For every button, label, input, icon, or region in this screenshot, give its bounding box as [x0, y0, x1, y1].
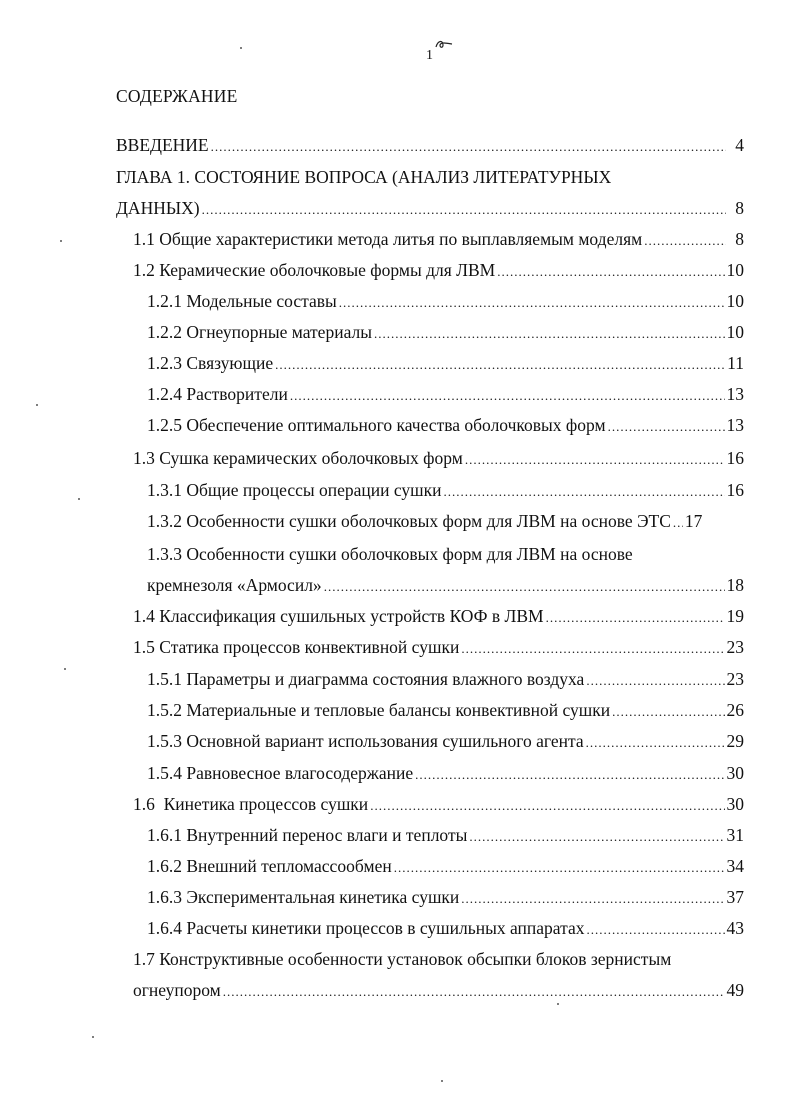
toc-entry-page: 23	[726, 669, 744, 689]
scan-speck	[441, 1080, 443, 1082]
toc-entry-label: 1.3.1 Общие процессы операции сушки	[147, 480, 442, 500]
toc-entry-label: 1.6 Кинетика процессов сушки	[133, 794, 369, 814]
toc-entry-label: 1.5.2 Материальные и тепловые балансы конвективной сушки	[147, 700, 611, 720]
toc-entry	[147, 290, 744, 314]
toc-entry-page: 31	[726, 825, 744, 845]
dot-leader	[497, 261, 724, 283]
toc-entry	[147, 668, 744, 692]
toc-entry	[133, 979, 744, 1003]
toc-entry-page: 23	[726, 637, 744, 657]
dot-leader	[461, 888, 724, 910]
toc-entry	[133, 228, 744, 252]
toc-entry	[147, 510, 744, 534]
toc-entry-page: 16	[726, 480, 744, 500]
toc-entry-label: 1.5 Статика процессов конвективной сушки	[133, 637, 460, 657]
dot-leader	[608, 416, 725, 438]
dot-leader	[444, 481, 725, 503]
toc-entry-label: 1.5.1 Параметры и диаграмма состояния влажного воздуха	[147, 669, 585, 689]
dot-leader	[339, 292, 725, 314]
toc-entry-label: 1.2.1 Модельные составы	[147, 291, 337, 311]
toc-entry-page: 26	[726, 700, 744, 720]
toc-entry	[147, 699, 744, 723]
toc-entry-label: 1.4 Классификация сушильных устройств КОФ в ЛВМ	[133, 606, 544, 626]
toc-entry-page: 8	[735, 198, 744, 218]
toc-entry	[147, 414, 744, 438]
toc-entry-page: 8	[735, 229, 744, 249]
dot-leader	[465, 449, 725, 471]
dot-leader	[461, 638, 724, 660]
dot-leader	[290, 385, 725, 407]
toc-entry-label: 1.6.3 Экспериментальная кинетика сушки	[147, 887, 460, 907]
toc-entry-page: 49	[726, 980, 744, 1000]
dot-leader	[394, 857, 725, 879]
toc-entry-page: 10	[726, 260, 744, 280]
toc-entry-page: 37	[726, 887, 744, 907]
dot-leader	[469, 826, 724, 848]
toc-entry-page: 13	[726, 415, 744, 435]
toc-entry	[116, 197, 744, 221]
toc-entry-label: 1.2.4 Растворители	[147, 384, 288, 404]
toc-title: СОДЕРЖАНИЕ	[116, 86, 238, 106]
toc-entry-label: 1.6.1 Внутренний перенос влаги и теплоты	[147, 825, 468, 845]
toc-entry-label: огнеупором	[133, 980, 221, 1000]
toc-entry-page: 13	[726, 384, 744, 404]
toc-entry-label: 1.5.3 Основной вариант использования сушильного агента	[147, 731, 584, 751]
toc-entry-label-line1: ГЛАВА 1. СОСТОЯНИЕ ВОПРОСА (АНАЛИЗ ЛИТЕРАТУРНЫХ	[116, 167, 612, 187]
toc-entry-page: 10	[726, 322, 744, 342]
dot-leader	[612, 701, 724, 723]
toc-entry-label: 1.3 Сушка керамических оболочковых форм	[133, 448, 463, 468]
toc-entry	[147, 855, 744, 879]
dot-leader	[546, 607, 725, 629]
toc-entry	[133, 605, 744, 629]
toc-entry-page: 10	[726, 291, 744, 311]
scan-speck	[557, 1003, 559, 1005]
toc-entry-label-line1: 1.7 Конструктивные особенности установок обсыпки блоков зернистым	[133, 949, 672, 969]
toc-entry-page: 29	[726, 731, 744, 751]
toc-entry-label-line1: 1.3.3 Особенности сушки оболочковых форм для ЛВМ на основе	[147, 544, 633, 564]
toc-entry-page: 4	[735, 135, 744, 155]
dot-leader	[211, 136, 726, 158]
dot-leader	[586, 670, 724, 692]
scan-speck	[78, 498, 80, 500]
scan-speck	[36, 404, 38, 406]
dot-leader	[223, 981, 725, 1003]
dot-leader	[374, 323, 725, 345]
page-number: 1	[426, 48, 433, 63]
dot-leader	[324, 576, 725, 598]
toc-entry-page: 34	[726, 856, 744, 876]
toc-entry-page: 30	[726, 763, 744, 783]
toc-entry-page: 11	[727, 353, 744, 373]
toc-entry	[147, 730, 744, 754]
toc-entry	[133, 793, 744, 817]
dot-leader	[586, 732, 725, 754]
scan-speck	[240, 47, 242, 49]
toc-entry	[147, 886, 744, 910]
scan-speck	[92, 1036, 94, 1038]
toc-entry	[116, 134, 744, 158]
toc-entry-label: ВВЕДЕНИЕ	[116, 135, 209, 155]
toc-entry	[147, 574, 744, 598]
toc-entry	[147, 383, 744, 407]
toc-entry-page: 30	[726, 794, 744, 814]
toc-entry	[133, 636, 744, 660]
toc-entry	[133, 259, 744, 283]
dot-leader	[586, 919, 724, 941]
dot-leader	[275, 354, 725, 376]
dot-leader	[370, 795, 724, 817]
toc-entry-label: 1.2 Керамические оболочковые формы для ЛВМ	[133, 260, 496, 280]
toc-entry	[147, 824, 744, 848]
toc-entry-label: 1.2.2 Огнеупорные материалы	[147, 322, 372, 342]
toc-entry-label: 1.5.4 Равновесное влагосодержание	[147, 763, 414, 783]
scan-speck	[64, 668, 66, 670]
toc-entry-page: 17	[684, 511, 703, 531]
toc-entry-label: кремнезоля «Армосил»	[147, 575, 322, 595]
toc-entry	[147, 479, 744, 503]
toc-entry-page: 16	[726, 448, 744, 468]
toc-entry	[147, 917, 744, 941]
toc-entry	[147, 321, 744, 345]
scan-speck	[60, 240, 62, 242]
toc-entry-label: 1.2.5 Обеспечение оптимального качества оболочковых форм	[147, 415, 606, 435]
toc-entry-page: 43	[726, 918, 744, 938]
toc-entry-label: ДАННЫХ)	[116, 198, 200, 218]
toc-entry-label: 1.6.4 Расчеты кинетики процессов в сушильных аппаратах	[147, 918, 585, 938]
toc-entry	[147, 352, 744, 376]
dot-leader	[644, 230, 726, 252]
toc-entry-label: 1.6.2 Внешний тепломассообмен	[147, 856, 392, 876]
dot-leader	[673, 512, 683, 534]
toc-entry-label: 1.2.3 Связующие	[147, 353, 274, 373]
dot-leader	[202, 199, 726, 221]
toc-entry-page: 19	[726, 606, 744, 626]
toc-entry	[133, 447, 744, 471]
dot-leader	[415, 764, 724, 786]
toc-entry	[147, 762, 744, 786]
toc-entry-label: 1.1 Общие характеристики метода литья по выплавляемым моделям	[133, 229, 643, 249]
toc-entry-label: 1.3.2 Особенности сушки оболочковых форм для ЛВМ на основе ЭТС	[147, 511, 671, 531]
toc-entry-page: 18	[726, 575, 744, 595]
